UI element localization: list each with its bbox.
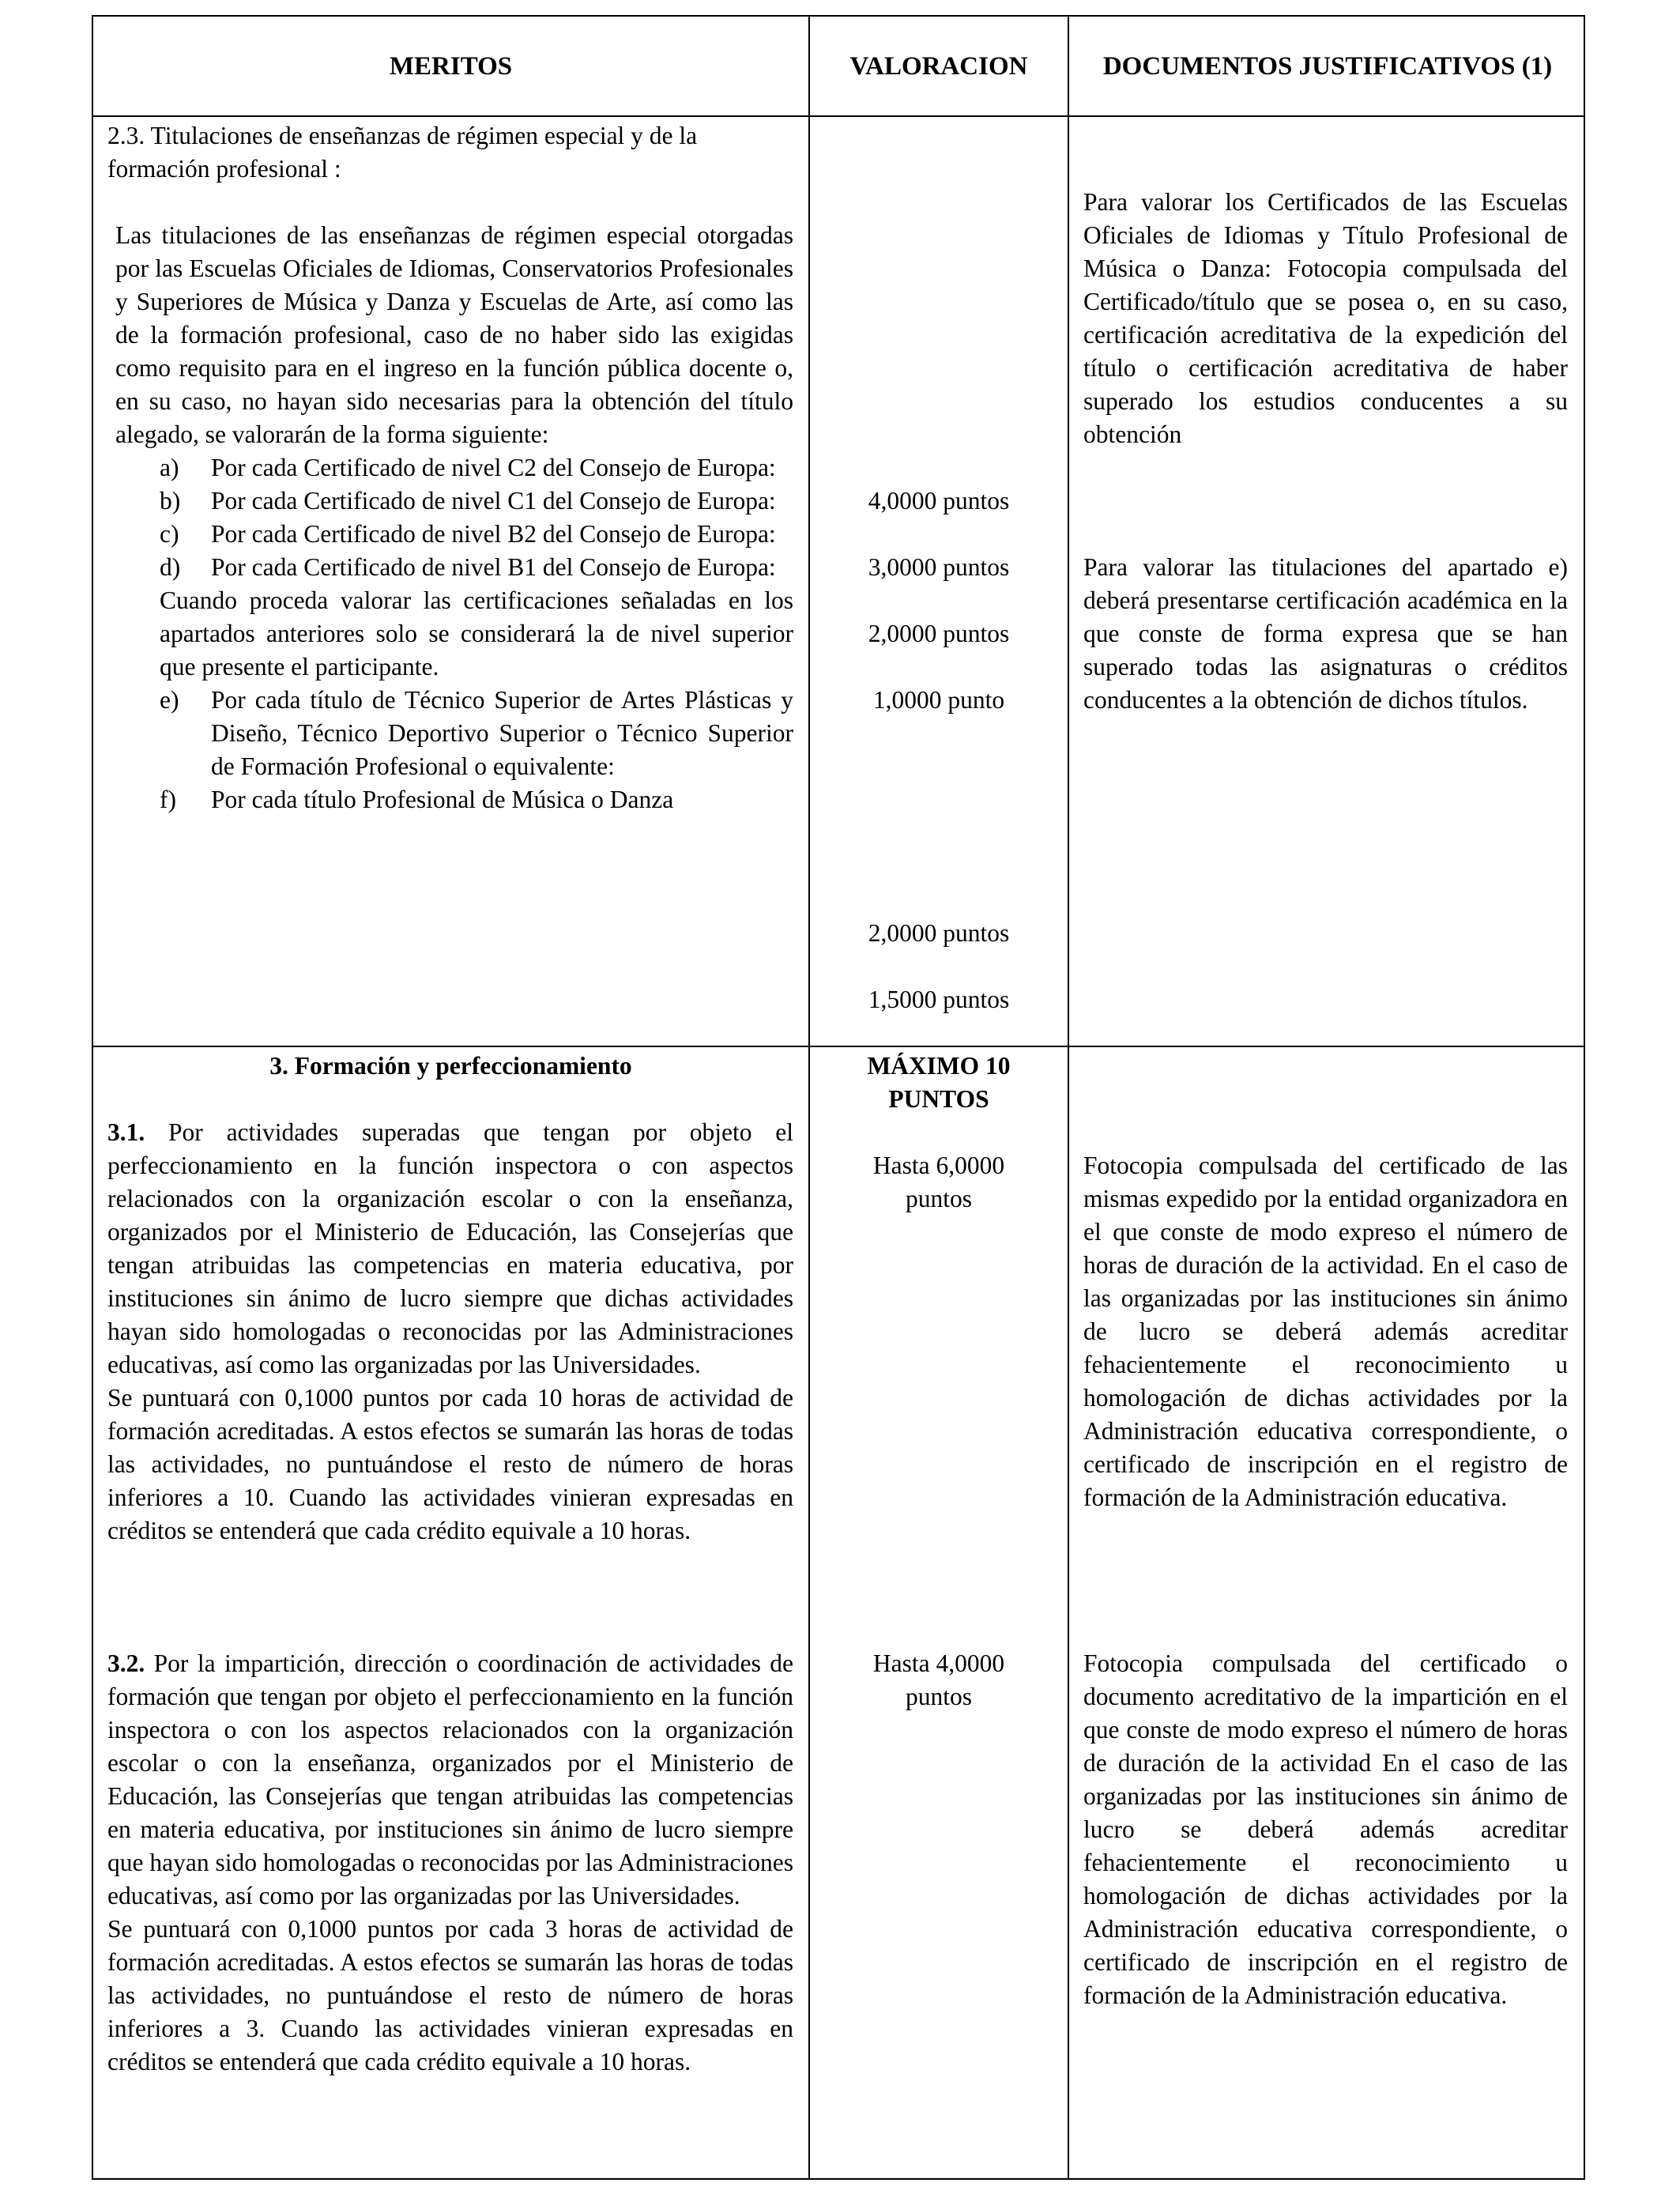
section-3-1-scoring: Se puntuará con 0,1000 puntos por cada 10 horas de actividad de formación acreditadas. A estos efectos se sumarán las horas de todas las actividades, no puntuándose el resto de número de horas inferiores a 10. Cuando las actividades vinieran expresadas en créditos se entenderá que cada crédito equivale a 10 horas. (107, 1384, 793, 1544)
section-3-max-points: MÁXIMO 10 PUNTOS (867, 1052, 1011, 1113)
table-right-border (1584, 15, 1585, 2180)
item-text: Por cada título de Técnico Superior de Artes Plásticas y Diseño, Técnico Deportivo Superior o Técnico Superior de Formación Profesional o equivalente: (211, 686, 793, 780)
points-f: 1,5000 puntos (868, 986, 1010, 1013)
table-left-border (92, 15, 93, 2180)
list-item (107, 551, 793, 584)
item-text: Por cada Certificado de nivel C1 del Consejo de Europa: (211, 487, 776, 515)
column-divider-2 (1068, 15, 1069, 2180)
item-label: e) (160, 686, 179, 714)
section-3-1-points: Hasta 6,0000 puntos (872, 1152, 1005, 1212)
header-docs: DOCUMENTOS JUSTIFICATIVOS (1) (1102, 52, 1553, 81)
item-text: Por cada Certificado de nivel C2 del Consejo de Europa: (211, 454, 776, 481)
section-3-2-docs: Fotocopia compulsada del certificado o documento acreditativo de la impartición en el que conste de modo expreso el número de horas de duración de la actividad En el caso de las organizadas por las instituciones sin ánimo de lucro se deberá además acreditar fehacientemente el reconocimiento u homologación de dichas actividades por la Administración educativa correspondiente, o certificado de inscripción en el registro de formación de la Administración educativa. (1083, 1649, 1568, 2009)
section-3-2-number: 3.2. (107, 1649, 145, 1677)
points-d: 1,0000 punto (872, 686, 1005, 714)
item-text: Por cada Certificado de nivel B2 del Consejo de Europa: (211, 520, 776, 548)
section-2-3-note: Cuando proceda valorar las certificaciones señaladas en los apartados anteriores solo se considerará la de nivel superior que presente el participante. (160, 586, 793, 680)
section-2-3-docs-2: Para valorar las titulaciones del apartado e) deberá presentarse certificación académica en la que conste de forma expresa que se han superado todas las asignaturas o créditos conducentes a la obtención de dichos títulos. (1083, 553, 1568, 714)
item-text: Por cada Certificado de nivel B1 del Consejo de Europa: (211, 553, 776, 581)
item-label: c) (160, 520, 179, 548)
section-divider (92, 1046, 1585, 1047)
section-3-title: 3. Formación y perfeccionamiento (269, 1052, 632, 1080)
item-label: b) (160, 487, 181, 515)
header-merits: MERITOS (389, 52, 513, 81)
points-e: 2,0000 puntos (868, 919, 1010, 947)
section-3-1-docs: Fotocopia compulsada del certificado de las mismas expedido por la entidad organizadora en el que conste de modo expreso el número de horas de duración de la actividad. En el caso de las organizadas por las instituciones sin ánimo de lucro se deberá además acreditar fehacientemente el reconocimiento u homologación de dichas actividades por la Administración educativa correspondiente, o certificado de inscripción en el registro de formación de la Administración educativa. (1083, 1152, 1568, 1511)
points-b: 3,0000 puntos (868, 553, 1010, 581)
points-a: 4,0000 puntos (868, 487, 1010, 515)
column-divider-1 (808, 15, 810, 2180)
item-text: Por cada título Profesional de Música o Danza (211, 786, 674, 813)
header-valuation: VALORACION (849, 52, 1028, 81)
item-label: a) (160, 454, 179, 481)
section-3-1-number: 3.1. (107, 1118, 145, 1146)
list-item (107, 684, 793, 783)
list-item (107, 451, 793, 484)
section-3-1-text: Por actividades superadas que tengan por objeto el perfeccionamiento en la función inspectora o con aspectos relacionados con la organización escolar o con la enseñanza, organizados por el Ministerio de Educación, las Consejerías que tengan atribuidas las competencias en materia educativa, por instituciones sin ánimo de lucro siempre que dichas actividades hayan sido homologadas o reconocidas por las Administraciones educativas, así como las organizadas por las Universidades. (107, 1118, 793, 1378)
item-label: f) (160, 786, 176, 813)
section-3-1-merits (107, 1116, 793, 1547)
section-3-2-text: Por la impartición, dirección o coordinación de actividades de formación que tengan por objeto el perfeccionamiento en la función inspectora o con los aspectos relacionados con la organización escolar o con la enseñanza, organizados por el Ministerio de Educación, las Consejerías que tengan atribuidas las competencias en materia educativa, por instituciones sin ánimo de lucro siempre que hayan sido homologadas o reconocidas por las Administraciones educativas, así como por las organizadas por las Universidades. (107, 1649, 793, 1909)
table-bottom-border (92, 2178, 1585, 2180)
item-label: d) (160, 553, 181, 581)
table-top-border (92, 15, 1585, 17)
section-3-2-points: Hasta 4,0000 puntos (872, 1649, 1005, 1710)
section-2-3-docs-1: Para valorar los Certificados de las Escuelas Oficiales de Idiomas y Título Profesional de Música o Danza: Fotocopia compulsada del Certificado/título que se posea o, en su caso, certificación acreditativa de la expedición del título o certificación acreditativa de haber superado los estudios conducentes a su obtención (1083, 188, 1568, 448)
list-item (107, 518, 793, 551)
section-2-3-merits (107, 119, 793, 816)
section-3-2-scoring: Se puntuará con 0,1000 puntos por cada 3 horas de actividad de formación acreditadas. A estos efectos se sumarán las horas de todas las actividades, no puntuándose el resto de número de horas inferiores a 3. Cuando las actividades vinieran expresadas en créditos se entenderá que cada crédito equivale a 10 horas. (107, 1915, 793, 2075)
list-item (107, 783, 793, 816)
list-item (107, 484, 793, 518)
header-bottom-border (92, 115, 1585, 117)
section-3-2-merits (107, 1647, 793, 2079)
points-c: 2,0000 puntos (868, 620, 1010, 647)
section-2-3-title: 2.3. Titulaciones de enseñanzas de régimen especial y de la formación profesional : (107, 122, 698, 183)
section-2-3-intro: Las titulaciones de las enseñanzas de régimen especial otorgadas por las Escuelas Oficiales de Idiomas, Conservatorios Profesionales y Superiores de Música y Danza y Escuelas de Arte, así como las de la formación profesional, caso de no haber sido las exigidas como requisito para en el ingreso en la función pública docente o, en su caso, no hayan sido necesarias para la obtención del título alegado, se valorarán de la forma siguiente: (115, 221, 793, 448)
